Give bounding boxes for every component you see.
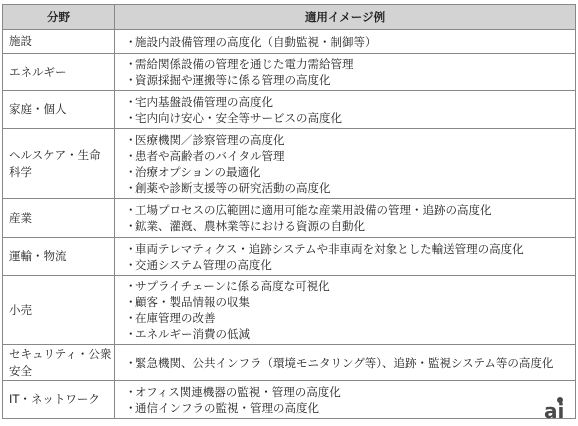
list-item-text: 通信インフラの監視・管理の高度化 (135, 400, 319, 415)
list-item-text: 交通システム管理の高度化 (135, 257, 272, 272)
list-item (125, 180, 575, 196)
list-item-text: 鉱業、灌漑、農林業等における資源の自動化 (135, 219, 365, 233)
list-item (125, 94, 575, 110)
examples-list (125, 278, 575, 342)
list-item-text: 資源採掘や運搬等に係る管理の高度化 (135, 73, 331, 87)
list-item-text: エネルギー消費の低減 (135, 327, 250, 341)
list-item-text: サプライチェーンに係る高度な可視化 (135, 279, 330, 293)
table-row (3, 238, 576, 276)
field-cell: ヘルスケア・生命 科学 (3, 129, 115, 199)
bullet: ・ (125, 94, 137, 109)
list-item-text: 顧客・製品情報の収集 (135, 295, 250, 309)
field-cell: セキュリティ・公衆 安全 (3, 345, 115, 381)
header-examples: 適用イメージ例 (115, 5, 576, 30)
list-item (125, 294, 575, 310)
itmedia-ai-logo-icon (542, 394, 572, 422)
examples-list (125, 355, 575, 371)
list-item (125, 326, 575, 342)
bullet: ・ (125, 203, 137, 217)
list-item (125, 241, 575, 257)
list-item (125, 148, 575, 164)
bullet: ・ (125, 241, 137, 256)
bullet: ・ (125, 148, 137, 163)
bullet: ・ (125, 311, 137, 325)
list-item (125, 310, 575, 326)
examples-list (125, 202, 575, 234)
list-item-text: 在庫管理の改善 (135, 311, 216, 325)
list-item-text: 需給関係設備の管理を通じた電力需給管理 (135, 57, 354, 71)
examples-cell (115, 381, 576, 419)
bullet: ・ (125, 164, 137, 179)
list-item (125, 72, 575, 88)
header-field: 分野 (3, 5, 115, 30)
list-item (125, 355, 575, 371)
bullet: ・ (125, 384, 137, 399)
table-row (3, 381, 576, 419)
list-item-text: 車両テレマティクス・追跡システムや非車両を対象とした輸送管理の高度化 (135, 241, 524, 256)
table-row (3, 30, 576, 54)
list-item (125, 278, 575, 294)
bullet: ・ (125, 219, 137, 233)
list-item (125, 56, 575, 72)
bullet: ・ (125, 34, 137, 49)
list-item-text: 治療オプションの最適化 (135, 164, 261, 179)
table-header-row (3, 5, 576, 30)
bullet: ・ (125, 327, 137, 341)
field-cell: 産業 (3, 199, 115, 238)
list-item-text: 患者や高齢者のバイタル管理 (135, 148, 285, 163)
examples-cell (115, 30, 576, 54)
list-item-text: 緊急機関、公共インフラ（環境モニタリング等）、追跡・監視システム等の高度化 (135, 355, 554, 370)
bullet: ・ (125, 73, 137, 87)
bullet: ・ (125, 279, 137, 293)
bullet: ・ (125, 295, 137, 309)
bullet: ・ (125, 257, 137, 272)
examples-list (125, 94, 575, 126)
list-item-text: 宅内基盤設備管理の高度化 (135, 94, 273, 109)
table-row (3, 91, 576, 129)
bullet: ・ (125, 57, 137, 71)
list-item (125, 164, 575, 180)
list-item-text: 施設内設備管理の高度化（自動監視・制御等） (135, 34, 377, 49)
bullet: ・ (125, 400, 137, 415)
field-cell: 施設 (3, 30, 115, 54)
examples-cell (115, 129, 576, 199)
bullet: ・ (125, 132, 137, 147)
iot-application-table (2, 4, 576, 419)
list-item-text: 宅内向け安心・安全等サービスの高度化 (135, 110, 342, 125)
examples-list (125, 56, 575, 88)
field-cell: 小売 (3, 276, 115, 345)
table-row (3, 199, 576, 238)
list-item (125, 400, 575, 416)
examples-cell (115, 91, 576, 129)
examples-list (125, 241, 575, 273)
bullet: ・ (125, 180, 137, 195)
field-cell: 家庭・個人 (3, 91, 115, 129)
list-item (125, 34, 575, 50)
field-cell: IT・ネットワーク (3, 381, 115, 419)
list-item-text: オフィス関連機器の監視・管理の高度化 (135, 384, 341, 399)
examples-cell (115, 238, 576, 276)
logo-text: ai (544, 399, 565, 422)
list-item (125, 257, 575, 273)
list-item (125, 202, 575, 218)
table-body (3, 30, 576, 419)
table-row (3, 54, 576, 91)
field-cell: 運輸・物流 (3, 238, 115, 276)
examples-list (125, 34, 575, 50)
list-item (125, 110, 575, 126)
examples-list (125, 384, 575, 416)
examples-list (125, 132, 575, 196)
list-item-text: 創薬や診断支援等の研究活動の高度化 (135, 180, 331, 195)
list-item (125, 132, 575, 148)
examples-cell (115, 199, 576, 238)
table-row (3, 276, 576, 345)
field-cell: エネルギー (3, 54, 115, 91)
table-row (3, 345, 576, 381)
list-item (125, 384, 575, 400)
list-item (125, 218, 575, 234)
bullet: ・ (125, 110, 137, 125)
bullet: ・ (125, 355, 137, 370)
list-item-text: 工場プロセスの広範囲に適用可能な産業用設備の管理・追跡の高度化 (135, 203, 492, 217)
list-item-text: 医療機関／診察管理の高度化 (135, 132, 285, 147)
examples-cell (115, 54, 576, 91)
examples-cell (115, 345, 576, 381)
examples-cell (115, 276, 576, 345)
table-row (3, 129, 576, 199)
